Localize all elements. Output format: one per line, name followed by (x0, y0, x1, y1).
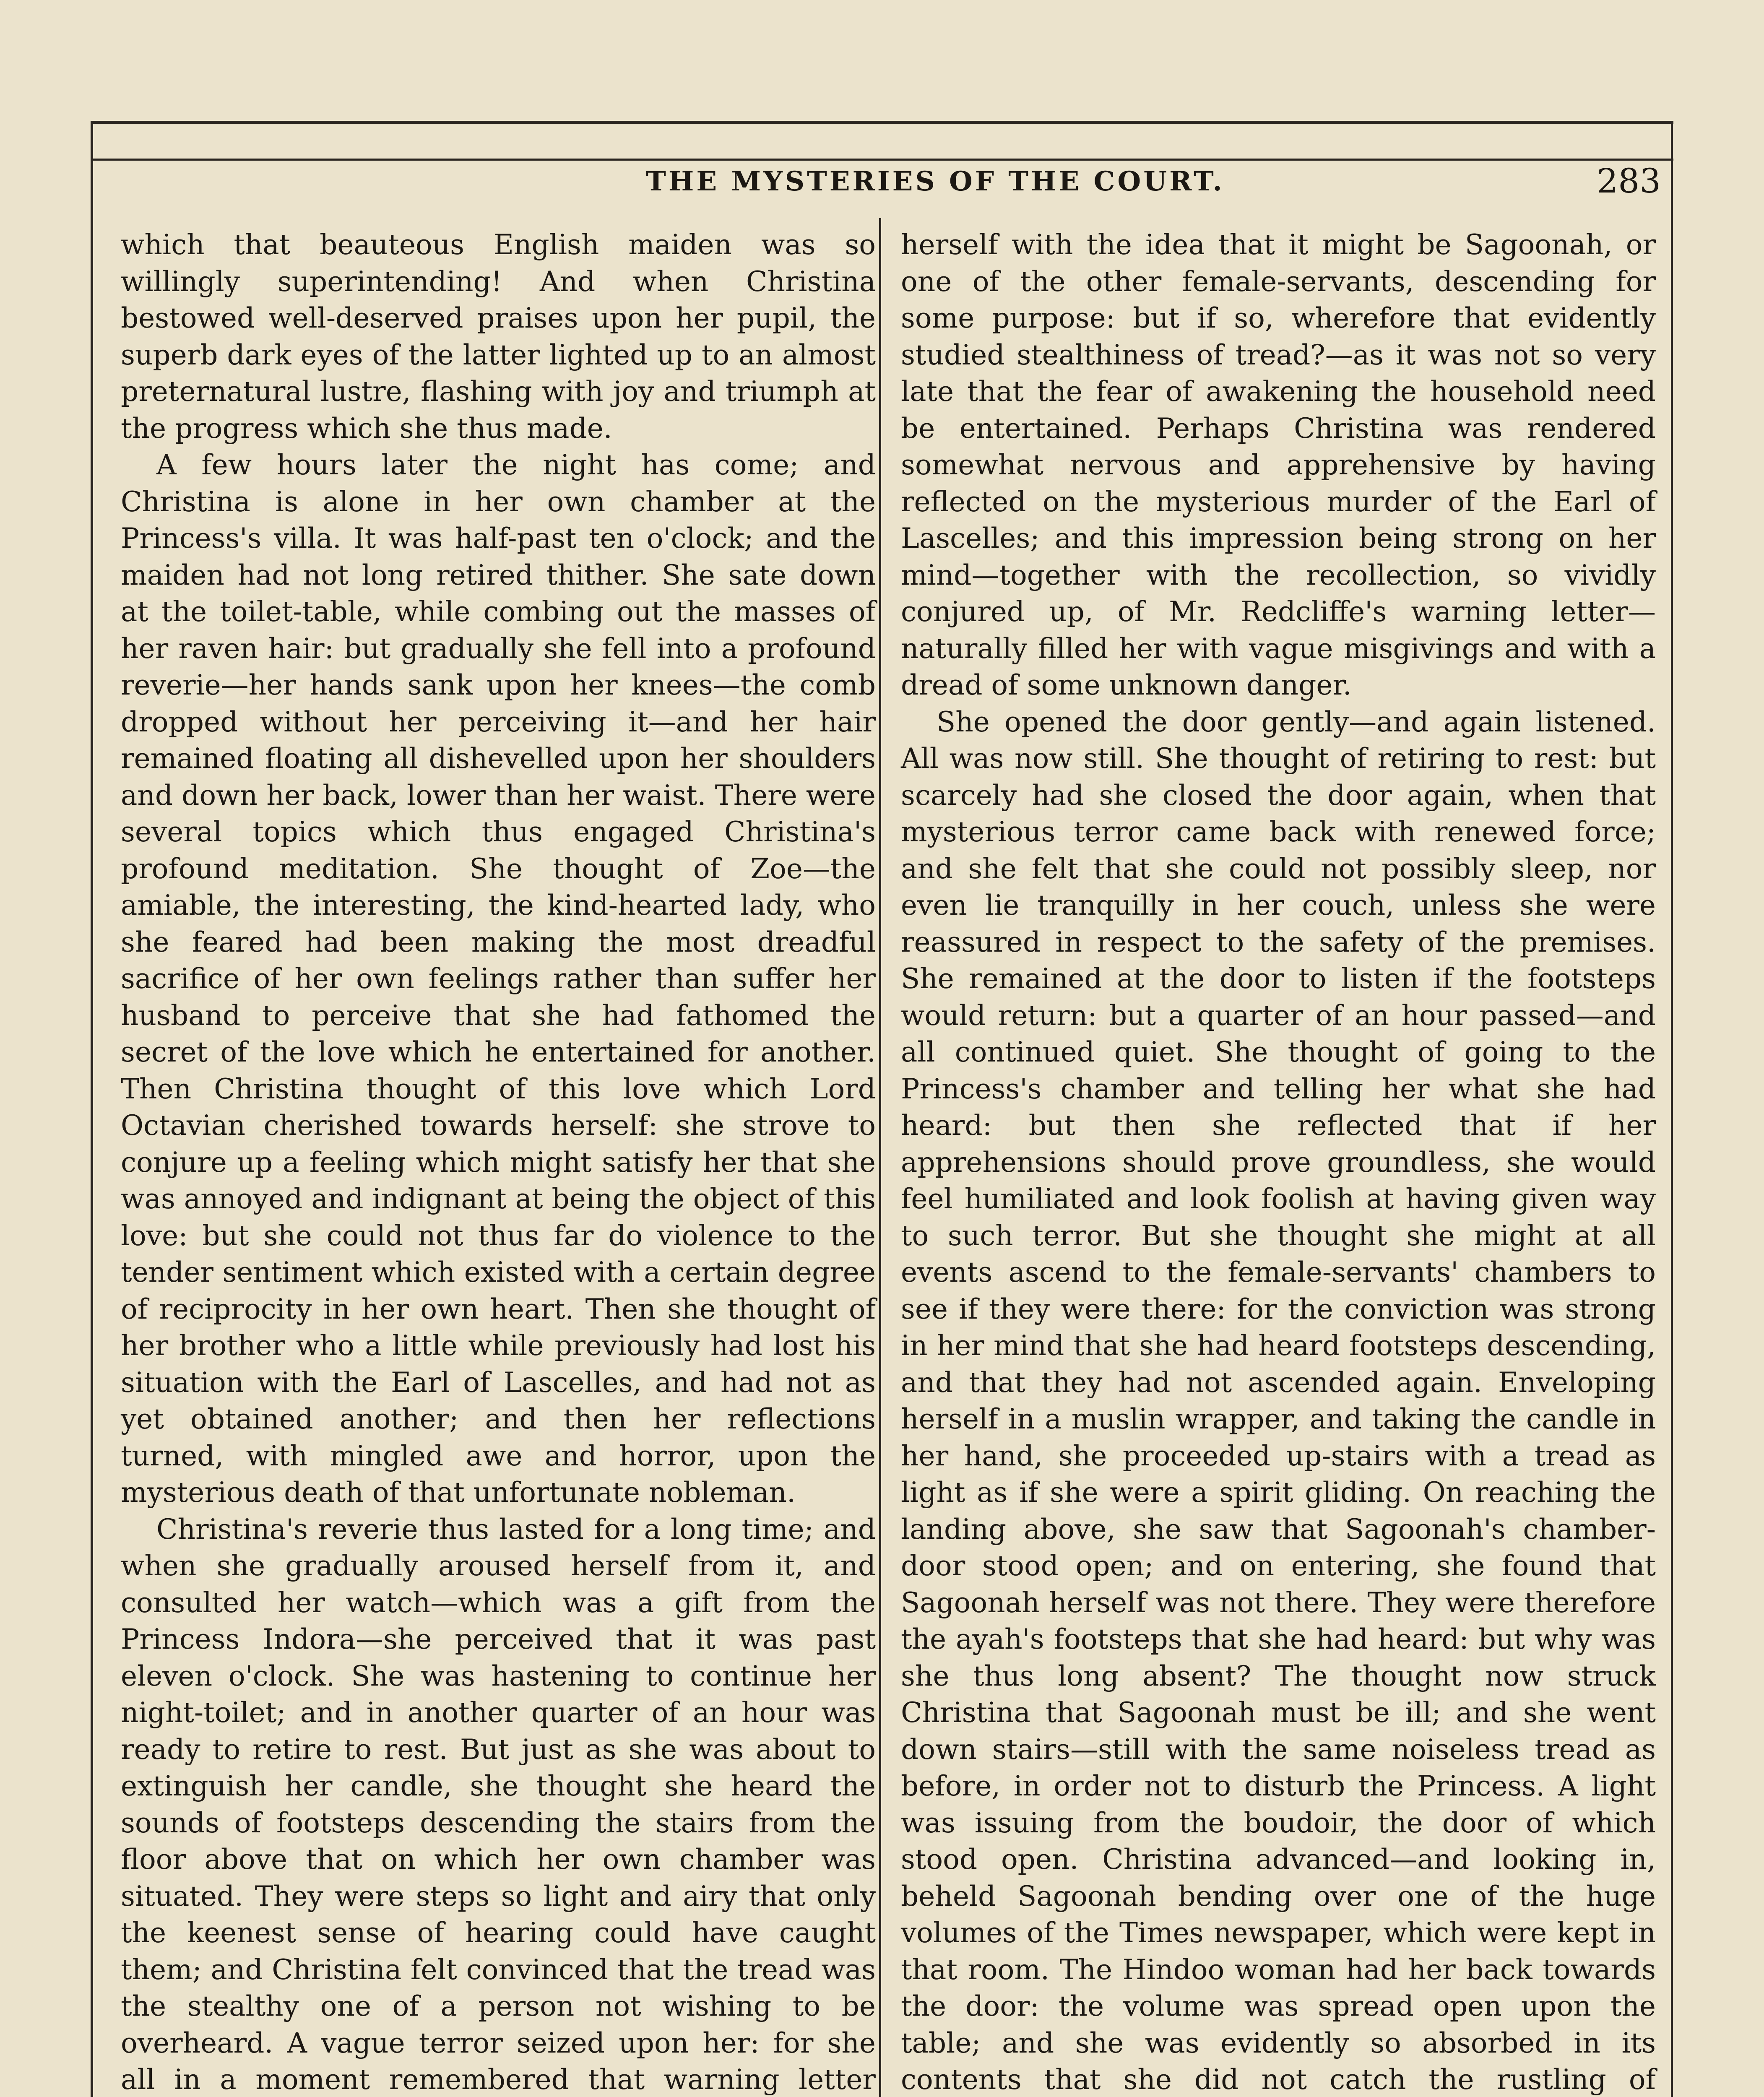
running-title: THE MYSTERIES OF THE COURT. (646, 166, 1225, 197)
paragraph: A few hours later the night has come; and Christina is alone in her own chamber at the Princess's villa. It was half-past ten o'clock; and the maiden had not long retired thither. She sate down at the toilet-table, while combing out the masses of her raven hair: but gradually she fell into a profound reverie—her hands sank upon her knees—the comb dropped without her perceiving it—and her hair remained floating all dishevelled upon her shoulders and down her back, lower than her waist. There were several topics which thus engaged Christina's profound meditation. She thought of Zoe—the amiable, the interesting, the kind-hearted lady, who she feared had been making the most dreadful sacrifice of her own feelings rather than suffer her husband to perceive that she had fathomed the secret of the love which he entertained for another. Then Christina thought of this love which Lord Octavian cherished towards herself: she strove to conjure up a feeling which might satisfy her that she was annoyed and indignant at being the object of this love: but she could not thus far do violence to the tender sentiment which existed with a certain degree of reciprocity in her own heart. Then she thought of her brother who a little while previously had lost his situation with the Earl of Lascelles, and had not as yet obtained another; and then her reflections turned, with mingled awe and horror, upon the mysterious death of that unfortunate nobleman. (121, 449, 876, 1509)
column-divider (879, 218, 881, 2097)
page-number: 283 (1597, 161, 1661, 200)
header-rule (91, 159, 1673, 161)
paragraph: which that beauteous English maiden was so willingly superintending! And when Christina bestowed well-deserved praises upon her pupil, the superb dark eyes of the latter lighted up to an almost preternatural lustre, flashing with joy and triumph at the progress which she thus made. (121, 229, 876, 445)
left-column (121, 226, 876, 2097)
top-rule (91, 121, 1673, 124)
paragraph: Christina's reverie thus lasted for a long time; and when she gradually aroused herself from it, and consulted her watch—which was a gift from the Princess Indora—she perceived that it was past eleven o'clock. She was hastening to continue her night-toilet; and in another quarter of an hour was ready to retire to rest. But just as she was about to extinguish her candle, she thought she heard the sounds of footsteps descending the stairs from the floor above that on which her own chamber was situated. They were steps so light and airy that only the keenest sense of hearing could have caught them; and Christina felt convinced that the tread was the stealthy one of a person not wishing to be overheard. A vague terror seized upon her: for she all in a moment remembered that warning letter (121, 1513, 876, 2096)
paragraph: herself with the idea that it might be Sagoonah, or one of the other female-servants, descending for some purpose: but if so, wherefore that evidently studied stealthiness of tread?—as it was not so very late that the fear of awakening the household need be entertained. Perhaps Christina was rendered somewhat nervous and apprehensive by having reflected on the mysterious murder of the Earl of Lascelles; and this impression being strong on her mind—together with the recollection, so vividly conjured up, of Mr. Redcliffe's warning letter—naturally filled her with vague misgivings and with a dread of some unknown danger. (901, 229, 1656, 701)
paragraph: She opened the door gently—and again listened. All was now still. She thought of retiring to rest: but scarcely had she closed the door again, when that mysterious terror came back with renewed force; and she felt that she could not possibly sleep, nor even lie tranquilly in her couch, unless she were reassured in respect to the safety of the premises. She remained at the door to listen if the footsteps would return: but a quarter of an hour passed—and all continued quiet. She thought of going to the Princess's chamber and telling her what she had heard: but then she reflected that if her apprehensions should prove groundless, she would feel humiliated and look foolish at having given way to such terror. But she thought she might at all events ascend to the female-servants' chambers to see if they were there: for the conviction was strong in her mind that she had heard footsteps descending, and that they had not ascended again. Enveloping herself in a muslin wrapper, and taking the candle in her hand, she proceeded up-stairs with a tread as light as if she were a spirit gliding. On reaching the landing above, she saw that Sagoonah's chamber-door stood open; and on entering, she found that Sagoonah herself was not there. They were therefore the ayah's footsteps that she had heard: but why was she thus long absent? The thought now struck Christina that Sagoonah must be ill; and she went down stairs—still with the same noiseless tread as before, in order not to disturb the Princess. A light was issuing from the boudoir, the door of which stood open. Christina advanced—and looking in, beheld Sagoonah bending over one of the huge volumes of the Times newspaper, which were kept in that room. The Hindoo woman had her back towards the door: the volume was spread open upon the table; and she was evidently so absorbed in its contents that she did not catch the rustling of (901, 705, 1656, 2096)
right-column (901, 226, 1656, 2097)
